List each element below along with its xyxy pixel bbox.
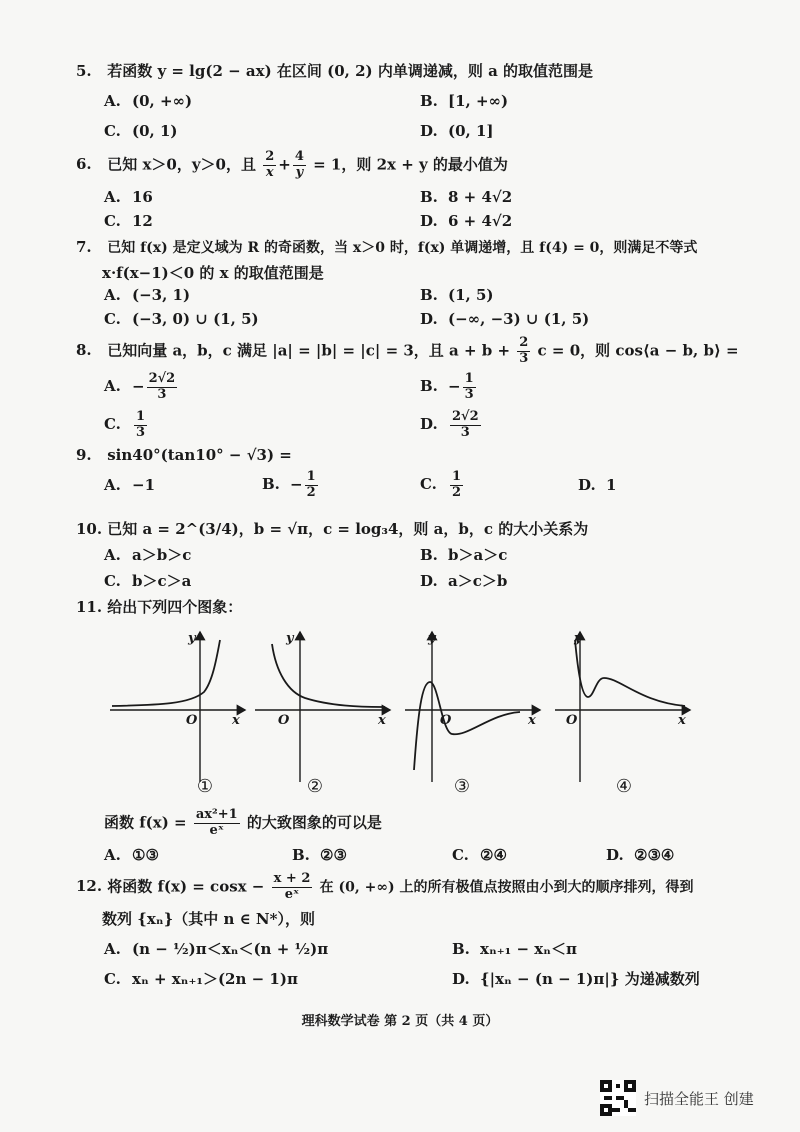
q9-option-c[interactable]: C. $\frac{1}{2}$ xyxy=(420,469,462,500)
option-text: b＞c＞a xyxy=(132,572,192,590)
option-text: 8 + 4√2 xyxy=(448,188,513,206)
question-11 xyxy=(76,596,242,617)
axis-y-label: y xyxy=(574,631,582,646)
q7-option-c[interactable]: C. (−3, 0) ∪ (1, 5) xyxy=(104,310,259,328)
q12-option-d[interactable]: D. {|xₙ − (n − 1)π|} 为递减数列 xyxy=(452,970,700,988)
question-number: 10. xyxy=(76,520,103,538)
q9-option-a[interactable]: A. −1 xyxy=(104,476,156,494)
option-text: {|xₙ − (n − 1)π|} 为递减数列 xyxy=(480,970,700,988)
q5-option-c[interactable]: C. (0, 1) xyxy=(104,122,178,140)
option-text: 12 xyxy=(132,212,153,230)
question-stem-post: c = 0，则 cos⟨a − b, b⟩ = xyxy=(537,341,739,360)
question-10 xyxy=(76,518,588,539)
origin-label: O xyxy=(186,713,198,728)
fraction-2-over-3: $\frac{2}{3}$ xyxy=(519,335,529,366)
option-text: 1 xyxy=(606,476,617,494)
q10-option-a[interactable]: A. a＞b＞c xyxy=(104,546,192,564)
question-number: 9. xyxy=(76,446,92,464)
option-text: ②④ xyxy=(480,846,507,864)
q12-option-b[interactable]: B. xₙ₊₁ − xₙ＜π xyxy=(452,940,577,958)
option-fraction: $\frac{2√2}{3}$ xyxy=(148,371,176,402)
q11-option-b[interactable]: B. ②③ xyxy=(292,846,347,864)
option-text: [1, +∞) xyxy=(448,92,509,110)
question-number: 7. xyxy=(76,238,92,256)
graph-label-2: ② xyxy=(306,776,324,797)
question-8 xyxy=(76,336,739,367)
option-text: (0, 1) xyxy=(132,122,178,140)
option-sign: − xyxy=(290,475,303,494)
question-number: 8. xyxy=(76,341,92,360)
option-text: b＞a＞c xyxy=(448,546,508,564)
question-stem: 若函数 y = lg(2 − ax) 在区间 (0, 2) 内单调递减，则 a 的取值范围是 xyxy=(107,62,594,80)
origin-label: O xyxy=(278,713,290,728)
option-text: a＞c＞b xyxy=(448,572,508,590)
q7-option-b[interactable]: B. (1, 5) xyxy=(420,286,494,304)
option-fraction: $\frac{2√2}{3}$ xyxy=(452,409,479,440)
qr-code-icon xyxy=(600,1080,636,1116)
option-text: (0, +∞) xyxy=(132,92,193,110)
option-text: xₙ₊₁ − xₙ＜π xyxy=(480,940,577,958)
q9-option-b[interactable]: B. − $\frac{1}{2}$ xyxy=(262,469,316,500)
option-fraction: $\frac{1}{2}$ xyxy=(452,469,462,500)
fraction-ax2-over-ex: $\frac{\text{ax²+1}}{\text{eˣ}}$ xyxy=(195,807,238,838)
axis-y-label: y xyxy=(286,631,294,646)
option-text: (0, 1] xyxy=(448,122,494,140)
fraction-4-over-y: $\frac{4}{y}$ xyxy=(294,149,304,180)
question-stem-pre: 已知 x＞0，y＞0，且 xyxy=(107,155,256,174)
graph-2 xyxy=(255,632,390,782)
question-6: 6. 已知 x＞0，y＞0，且 $\frac{2}{x}$ + $\frac{4}{y}$ = 1，则 2x + y 的最小值为 xyxy=(76,149,508,180)
option-fraction: $\frac{1}{2}$ xyxy=(306,469,316,500)
option-text: (1, 5) xyxy=(448,286,494,304)
q12-option-c[interactable]: C. xₙ + xₙ₊₁＞(2n − 1)π xyxy=(104,970,298,988)
q11-option-a[interactable]: A. ①③ xyxy=(104,846,159,864)
option-text: ②③④ xyxy=(634,846,675,864)
q6-option-d[interactable]: D. 6 + 4√2 xyxy=(420,212,513,230)
q10-option-b[interactable]: B. b＞a＞c xyxy=(420,546,508,564)
q7-option-d[interactable]: D. (−∞, −3) ∪ (1, 5) xyxy=(420,310,590,328)
question-stem-line2: 数列 {xₙ}（其中 n ∈ N*），则 xyxy=(102,910,315,928)
axis-y-label: y xyxy=(428,631,436,646)
question-number: 5. xyxy=(76,62,92,80)
graph-1 xyxy=(110,632,245,782)
question-12 xyxy=(76,872,694,903)
option-fraction: $\frac{1}{3}$ xyxy=(464,371,474,402)
origin-label: O xyxy=(566,713,578,728)
question-7 xyxy=(76,237,697,257)
q6-option-c[interactable]: C. 12 xyxy=(104,212,153,230)
option-text: a＞b＞c xyxy=(132,546,192,564)
q12-option-a[interactable]: A. (n − ½)π＜xₙ＜(n + ½)π xyxy=(104,940,329,958)
question-5 xyxy=(76,60,593,81)
q8-option-d[interactable]: D. $\frac{2√2}{3}$ xyxy=(420,409,479,440)
axis-x-label: x xyxy=(528,713,536,728)
question-stem: 给出下列四个图象： xyxy=(107,598,243,616)
q5-option-b[interactable]: B. [1, +∞) xyxy=(420,92,509,110)
q8-option-a[interactable]: A. − $\frac{2√2}{3}$ xyxy=(104,371,176,402)
question-12-line2 xyxy=(102,908,315,929)
option-text: ②③ xyxy=(320,846,347,864)
prompt-pre: 函数 f(x) = xyxy=(104,813,187,832)
q6-option-a[interactable]: A. 16 xyxy=(104,188,153,206)
watermark-text: 扫描全能王 创建 xyxy=(644,1089,754,1108)
option-text: 16 xyxy=(132,188,153,206)
q8-option-b[interactable]: B. − $\frac{1}{3}$ xyxy=(420,371,474,402)
graph-label-3: ③ xyxy=(453,776,471,797)
option-sign: − xyxy=(448,377,461,396)
q6-option-b[interactable]: B. 8 + 4√2 xyxy=(420,188,513,206)
q10-option-d[interactable]: D. a＞c＞b xyxy=(420,572,508,590)
question-stem-post: = 1，则 2x + y 的最小值为 xyxy=(313,155,508,174)
question-stem: 已知 a = 2^(3/4)，b = √π，c = log₃4，则 a，b，c 的大小关系为 xyxy=(107,520,589,538)
option-fraction: $\frac{1}{3}$ xyxy=(136,409,146,440)
option-text: (n − ½)π＜xₙ＜(n + ½)π xyxy=(132,940,329,958)
fraction-2-over-x: $\frac{2}{x}$ xyxy=(265,149,275,180)
question-number: 11. xyxy=(76,598,103,616)
question-stem-pre: 已知向量 a，b，c 满足 |a| = |b| = |c| = 3，且 a + b + xyxy=(107,341,511,360)
question-number: 6. xyxy=(76,155,92,174)
question-stem-line2: x·f(x−1)＜0 的 x 的取值范围是 xyxy=(102,264,324,282)
option-sign: − xyxy=(132,377,145,396)
question-number: 12. xyxy=(76,877,103,896)
fraction-x2-over-ex: $\frac{x + 2}{\text{eˣ}}$ xyxy=(273,871,311,902)
q5-option-d[interactable]: D. (0, 1] xyxy=(420,122,494,140)
q10-option-c[interactable]: C. b＞c＞a xyxy=(104,572,192,590)
axis-x-label: x xyxy=(378,713,386,728)
q8-option-c[interactable]: C. $\frac{1}{3}$ xyxy=(104,409,146,440)
question-stem-pre: 将函数 f(x) = cosx − xyxy=(107,877,265,896)
question-stem-line1: 已知 f(x) 是定义域为 R 的奇函数，当 x＞0 时，f(x) 单调递增，且 f(4) = 0，则满足不等式 xyxy=(107,240,698,256)
option-text: (−3, 1) xyxy=(132,286,191,304)
axis-x-label: x xyxy=(232,713,240,728)
graph-3 xyxy=(405,632,540,782)
question-stem-post: 在 (0, +∞) 上的所有极值点按照由小到大的顺序排列，得到 xyxy=(319,879,694,896)
option-text: −1 xyxy=(132,476,156,494)
question-11-prompt xyxy=(104,808,382,839)
q7-option-a[interactable]: A. (−3, 1) xyxy=(104,286,191,304)
q11-option-d[interactable]: D. ②③④ xyxy=(606,846,675,864)
q11-option-c[interactable]: C. ②④ xyxy=(452,846,507,864)
option-text: ①③ xyxy=(132,846,159,864)
question-9 xyxy=(76,446,292,464)
axis-y-label: y xyxy=(188,631,196,646)
axis-x-label: x xyxy=(678,713,686,728)
option-text: xₙ + xₙ₊₁＞(2n − 1)π xyxy=(132,970,298,988)
graph-label-1: ① xyxy=(196,776,214,797)
scanner-watermark xyxy=(600,1080,754,1116)
function-graphs xyxy=(100,622,700,802)
graph-4 xyxy=(555,632,690,782)
prompt-post: 的大致图象的可以是 xyxy=(246,813,382,832)
q5-option-a[interactable]: A. (0, +∞) xyxy=(104,92,193,110)
question-7-line2 xyxy=(102,262,324,283)
option-text: 6 + 4√2 xyxy=(448,212,513,230)
page-footer: 理科数学试卷 第 2 页（共 4 页） xyxy=(301,1014,499,1029)
option-text: (−3, 0) ∪ (1, 5) xyxy=(132,310,259,328)
origin-label: O xyxy=(440,713,452,728)
question-stem: sin40°(tan10° − √3) = xyxy=(107,446,292,464)
q9-option-d[interactable]: D. 1 xyxy=(578,476,617,494)
graph-label-4: ④ xyxy=(615,776,633,797)
option-text: (−∞, −3) ∪ (1, 5) xyxy=(448,310,590,328)
